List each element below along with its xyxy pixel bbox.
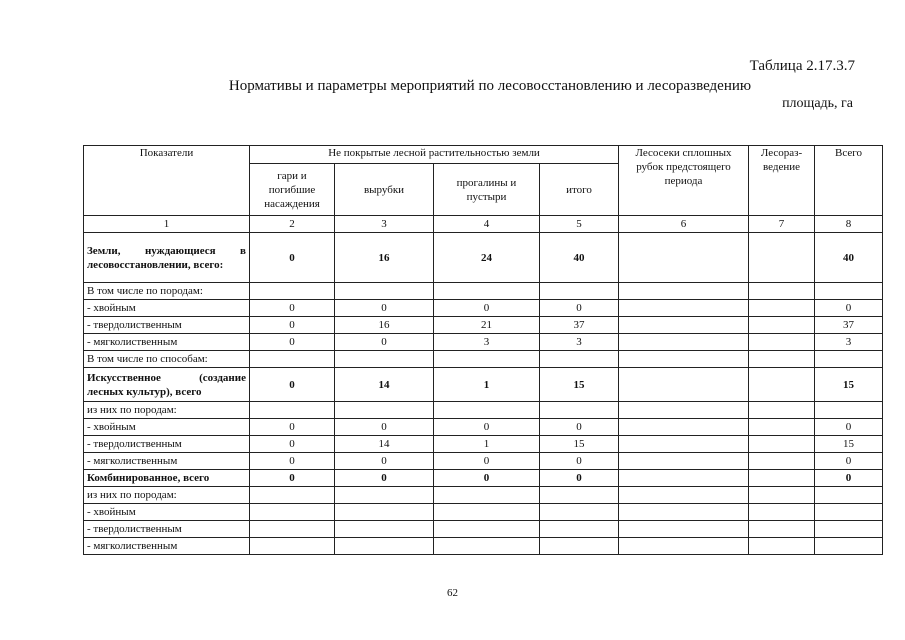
table-cell: 21	[434, 317, 540, 334]
table-title: Нормативы и параметры мероприятий по лесовосстановлению и лесоразведению	[228, 78, 752, 94]
table-cell	[619, 300, 749, 317]
table-cell	[335, 402, 434, 419]
row-label: - хвойным	[84, 300, 250, 317]
table-row	[84, 368, 883, 402]
table-cell: 0	[335, 334, 434, 351]
table-cell: 0	[540, 300, 619, 317]
table-cell	[250, 283, 335, 300]
table-number: Таблица 2.17.3.7	[749, 58, 855, 74]
table-cell	[619, 317, 749, 334]
table-cell: 0	[250, 470, 335, 487]
table-cell	[749, 368, 815, 402]
table-cell	[434, 538, 540, 555]
table-cell: 0	[815, 470, 883, 487]
table-row	[84, 351, 883, 368]
row-label: - мягколиственным	[84, 453, 250, 470]
table-cell	[335, 504, 434, 521]
table-cell: 15	[815, 436, 883, 453]
table-cell: 0	[250, 436, 335, 453]
table-row	[84, 283, 883, 300]
table-cell: 14	[335, 368, 434, 402]
row-label: Искусственное (создание лесных культур), всего	[84, 368, 250, 402]
row-label: - твердолиственным	[84, 521, 250, 538]
row-label: - мягколиственным	[84, 538, 250, 555]
column-number: 6	[619, 216, 749, 233]
column-numbers-row	[84, 216, 883, 233]
table-cell	[749, 521, 815, 538]
table-row	[84, 233, 883, 283]
table-cell	[749, 436, 815, 453]
table-cell	[815, 487, 883, 504]
table-cell	[749, 487, 815, 504]
table-cell: 24	[434, 233, 540, 283]
table-cell	[250, 504, 335, 521]
table-cell	[749, 504, 815, 521]
header-subtotal: итого	[540, 164, 619, 216]
table-cell	[434, 521, 540, 538]
table-cell	[815, 538, 883, 555]
row-label: Комбинированное, всего	[84, 470, 250, 487]
table-cell	[749, 300, 815, 317]
header-unforested-group: Не покрытые лесной растительностью земли	[250, 146, 619, 164]
row-label: В том числе по способам:	[84, 351, 250, 368]
table-cell: 3	[434, 334, 540, 351]
table-cell: 3	[540, 334, 619, 351]
table-row	[84, 470, 883, 487]
table-cell: 16	[335, 317, 434, 334]
header-glades: прогалины и пустыри	[434, 164, 540, 216]
table-cell	[540, 351, 619, 368]
table-cell: 0	[335, 453, 434, 470]
table-cell: 15	[815, 368, 883, 402]
table-cell: 37	[540, 317, 619, 334]
table-cell	[815, 521, 883, 538]
row-label: - твердолиственным	[84, 436, 250, 453]
table-cell: 0	[434, 300, 540, 317]
table-cell	[540, 402, 619, 419]
table-cell	[335, 521, 434, 538]
table-cell	[619, 334, 749, 351]
table-cell	[619, 351, 749, 368]
table-cell	[749, 419, 815, 436]
column-number: 4	[434, 216, 540, 233]
table-cell	[540, 504, 619, 521]
row-label: из них по породам:	[84, 487, 250, 504]
table-cell: 0	[250, 300, 335, 317]
table-cell: 37	[815, 317, 883, 334]
table-cell: 0	[250, 334, 335, 351]
table-cell	[619, 368, 749, 402]
header-burnt: гари и погибшие насаждения	[250, 164, 335, 216]
table-cell	[619, 538, 749, 555]
table-cell	[749, 283, 815, 300]
header-afforestation: Лесораз-ведение	[749, 146, 815, 216]
table-cell: 0	[250, 419, 335, 436]
table-cell: 40	[540, 233, 619, 283]
row-label: - мягколиственным	[84, 334, 250, 351]
page-number: 62	[447, 587, 458, 599]
table-cell: 0	[250, 453, 335, 470]
table-cell: 0	[335, 300, 434, 317]
table-cell	[335, 351, 434, 368]
table-cell	[619, 470, 749, 487]
column-number: 8	[815, 216, 883, 233]
table-cell	[540, 521, 619, 538]
table-cell: 15	[540, 368, 619, 402]
table-cell: 16	[335, 233, 434, 283]
table-cell: 0	[250, 317, 335, 334]
table-cell: 0	[815, 453, 883, 470]
table-cell: 1	[434, 436, 540, 453]
table-cell	[335, 283, 434, 300]
header-clearcut: Лесосеки сплошных рубок предстоящего периода	[619, 146, 749, 216]
table-cell: 0	[540, 419, 619, 436]
table-row	[84, 402, 883, 419]
row-label: В том числе по породам:	[84, 283, 250, 300]
table-cell	[749, 470, 815, 487]
table-cell: 0	[540, 453, 619, 470]
table-cell: 15	[540, 436, 619, 453]
table-cell	[749, 317, 815, 334]
row-label: из них по породам:	[84, 402, 250, 419]
table-cell	[619, 233, 749, 283]
table-row	[84, 504, 883, 521]
table-cell	[540, 538, 619, 555]
table-cell	[540, 283, 619, 300]
table-row	[84, 317, 883, 334]
table-cell	[619, 283, 749, 300]
header-indicators: Показатели	[84, 146, 250, 216]
norms-table	[83, 145, 883, 555]
table-cell: 14	[335, 436, 434, 453]
table-cell	[749, 334, 815, 351]
row-label: - хвойным	[84, 419, 250, 436]
table-cell	[749, 538, 815, 555]
table-cell	[335, 487, 434, 504]
table-cell	[335, 538, 434, 555]
table-row	[84, 300, 883, 317]
table-cell: 3	[815, 334, 883, 351]
table-cell: 1	[434, 368, 540, 402]
table-cell: 0	[540, 470, 619, 487]
column-number: 1	[84, 216, 250, 233]
table-cell	[434, 402, 540, 419]
column-number: 5	[540, 216, 619, 233]
table-cell	[815, 504, 883, 521]
table-cell	[619, 487, 749, 504]
table-cell	[434, 487, 540, 504]
table-cell: 0	[434, 470, 540, 487]
table-cell	[250, 521, 335, 538]
table-cell: 0	[434, 453, 540, 470]
table-cell	[619, 402, 749, 419]
table-row	[84, 538, 883, 555]
table-row	[84, 334, 883, 351]
table-cell: 0	[335, 470, 434, 487]
header-total: Всего	[815, 146, 883, 216]
table-cell	[749, 233, 815, 283]
table-row	[84, 419, 883, 436]
table-cell	[619, 521, 749, 538]
table-cell	[619, 453, 749, 470]
table-row	[84, 436, 883, 453]
table-cell	[815, 402, 883, 419]
table-cell	[250, 402, 335, 419]
unit-label: площадь, га	[782, 96, 853, 111]
table-cell	[250, 538, 335, 555]
table-cell	[250, 487, 335, 504]
table-cell	[434, 504, 540, 521]
table-cell: 0	[250, 233, 335, 283]
table-row	[84, 487, 883, 504]
table-cell	[749, 351, 815, 368]
table-cell	[434, 283, 540, 300]
table-cell: 0	[335, 419, 434, 436]
column-number: 7	[749, 216, 815, 233]
table-cell	[619, 436, 749, 453]
row-label: - твердолиственным	[84, 317, 250, 334]
table-cell: 0	[815, 419, 883, 436]
table-cell	[619, 504, 749, 521]
column-number: 3	[335, 216, 434, 233]
column-number: 2	[250, 216, 335, 233]
table-cell	[540, 487, 619, 504]
table-cell	[434, 351, 540, 368]
row-label: Земли, нуждающиеся в лесовосстановлении, всего:	[84, 233, 250, 283]
table-row	[84, 521, 883, 538]
table-cell	[749, 402, 815, 419]
table-cell: 40	[815, 233, 883, 283]
header-cuttings: вырубки	[335, 164, 434, 216]
table-cell	[619, 419, 749, 436]
table-cell	[749, 453, 815, 470]
table-row	[84, 453, 883, 470]
table-cell	[815, 283, 883, 300]
row-label: - хвойным	[84, 504, 250, 521]
table-cell: 0	[250, 368, 335, 402]
table-cell	[250, 351, 335, 368]
table-cell: 0	[815, 300, 883, 317]
table-cell: 0	[434, 419, 540, 436]
table-cell	[815, 351, 883, 368]
